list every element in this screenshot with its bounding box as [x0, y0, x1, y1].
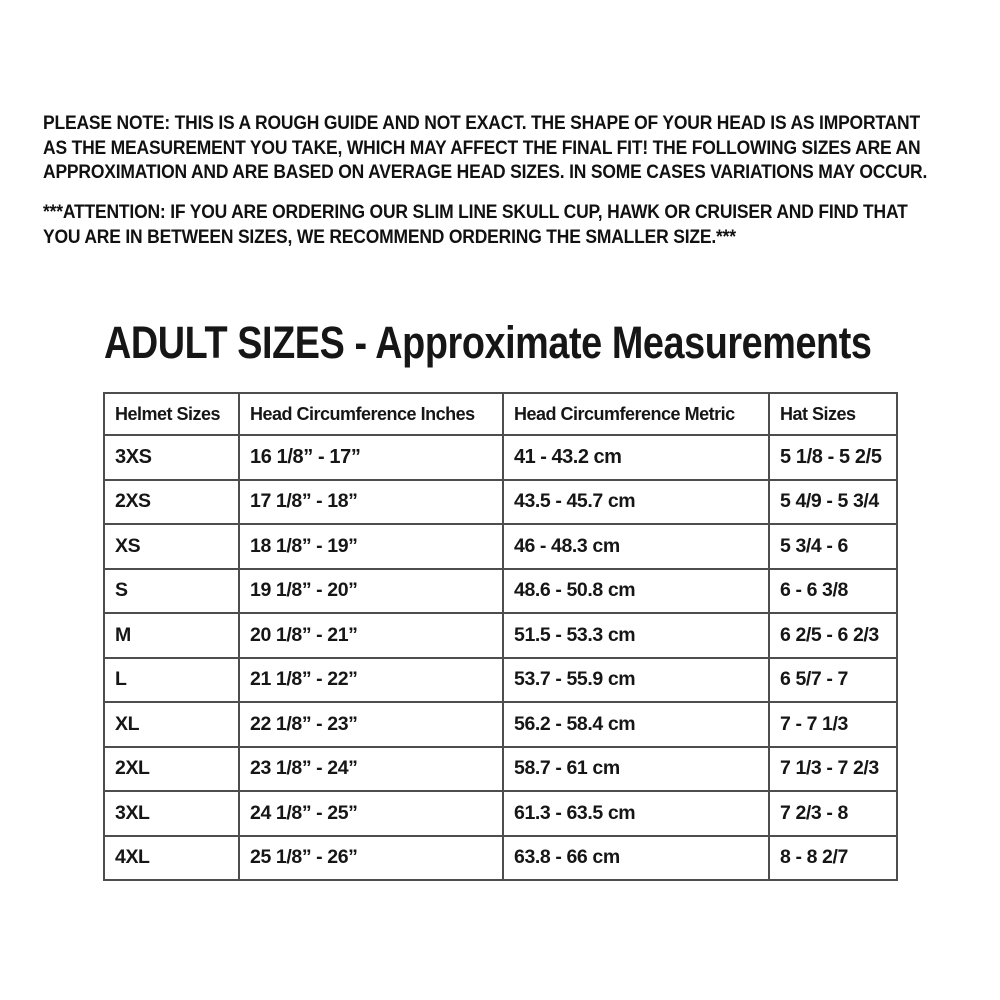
table-row	[104, 702, 897, 747]
cell-metric: 46 - 48.3 cm	[503, 524, 769, 569]
attention-text	[43, 201, 908, 250]
page-title: ADULT SIZES - Approximate Measurements	[104, 317, 872, 368]
cell-metric: 51.5 - 53.3 cm	[503, 613, 769, 658]
cell-helmet-size: 3XS	[104, 435, 239, 480]
cell-hat-size: 7 1/3 - 7 2/3	[769, 747, 897, 792]
cell-inches: 23 1/8” - 24”	[239, 747, 503, 792]
attention-line: YOU ARE IN BETWEEN SIZES, WE RECOMMEND ORDERING THE SMALLER SIZE.***	[43, 226, 736, 248]
header-hat-sizes: Hat Sizes	[769, 393, 897, 435]
cell-hat-size: 7 2/3 - 8	[769, 791, 897, 836]
note-line: APPROXIMATION AND ARE BASED ON AVERAGE HEAD SIZES. IN SOME CASES VARIATIONS MAY OCCUR.	[43, 162, 928, 184]
cell-helmet-size: 2XS	[104, 480, 239, 525]
attention-line: ***ATTENTION: IF YOU ARE ORDERING OUR SLIM LINE SKULL CUP, HAWK OR CRUISER AND FIND THAT	[43, 202, 908, 223]
note-line: PLEASE NOTE: THIS IS A ROUGH GUIDE AND NOT EXACT. THE SHAPE OF YOUR HEAD IS AS IMPORTANT	[43, 113, 920, 134]
header-circumference-inches: Head Circumference Inches	[239, 393, 503, 435]
cell-hat-size: 6 2/5 - 6 2/3	[769, 613, 897, 658]
table-row	[104, 524, 897, 569]
cell-hat-size: 8 - 8 2/7	[769, 836, 897, 881]
table-row	[104, 791, 897, 836]
cell-hat-size: 6 - 6 3/8	[769, 569, 897, 614]
cell-helmet-size: 4XL	[104, 836, 239, 881]
cell-metric: 58.7 - 61 cm	[503, 747, 769, 792]
cell-helmet-size: L	[104, 658, 239, 703]
table-row	[104, 747, 897, 792]
table-header	[104, 393, 897, 435]
cell-hat-size: 7 - 7 1/3	[769, 702, 897, 747]
cell-hat-size: 5 4/9 - 5 3/4	[769, 480, 897, 525]
cell-helmet-size: S	[104, 569, 239, 614]
cell-metric: 61.3 - 63.5 cm	[503, 791, 769, 836]
table-row	[104, 658, 897, 703]
cell-inches: 17 1/8” - 18”	[239, 480, 503, 525]
cell-hat-size: 6 5/7 - 7	[769, 658, 897, 703]
cell-inches: 19 1/8” - 20”	[239, 569, 503, 614]
cell-inches: 21 1/8” - 22”	[239, 658, 503, 703]
cell-inches: 24 1/8” - 25”	[239, 791, 503, 836]
cell-hat-size: 5 3/4 - 6	[769, 524, 897, 569]
cell-metric: 53.7 - 55.9 cm	[503, 658, 769, 703]
cell-helmet-size: XS	[104, 524, 239, 569]
cell-metric: 41 - 43.2 cm	[503, 435, 769, 480]
cell-metric: 43.5 - 45.7 cm	[503, 480, 769, 525]
table-header-row	[104, 393, 897, 435]
cell-helmet-size: XL	[104, 702, 239, 747]
cell-inches: 18 1/8” - 19”	[239, 524, 503, 569]
table-row	[104, 613, 897, 658]
cell-hat-size: 5 1/8 - 5 2/5	[769, 435, 897, 480]
header-circumference-metric: Head Circumference Metric	[503, 393, 769, 435]
cell-inches: 22 1/8” - 23”	[239, 702, 503, 747]
cell-helmet-size: 2XL	[104, 747, 239, 792]
note-text	[43, 112, 927, 186]
table-row	[104, 480, 897, 525]
cell-helmet-size: M	[104, 613, 239, 658]
cell-helmet-size: 3XL	[104, 791, 239, 836]
table-row	[104, 836, 897, 881]
note-line: AS THE MEASUREMENT YOU TAKE, WHICH MAY AFFECT THE FINAL FIT! THE FOLLOWING SIZES ARE AN	[43, 137, 921, 159]
table-row	[104, 435, 897, 480]
cell-metric: 56.2 - 58.4 cm	[503, 702, 769, 747]
cell-inches: 16 1/8” - 17”	[239, 435, 503, 480]
cell-inches: 25 1/8” - 26”	[239, 836, 503, 881]
table-body	[104, 435, 897, 880]
table-row	[104, 569, 897, 614]
cell-metric: 63.8 - 66 cm	[503, 836, 769, 881]
size-table	[103, 392, 898, 881]
header-helmet-sizes: Helmet Sizes	[104, 393, 239, 435]
cell-metric: 48.6 - 50.8 cm	[503, 569, 769, 614]
cell-inches: 20 1/8” - 21”	[239, 613, 503, 658]
